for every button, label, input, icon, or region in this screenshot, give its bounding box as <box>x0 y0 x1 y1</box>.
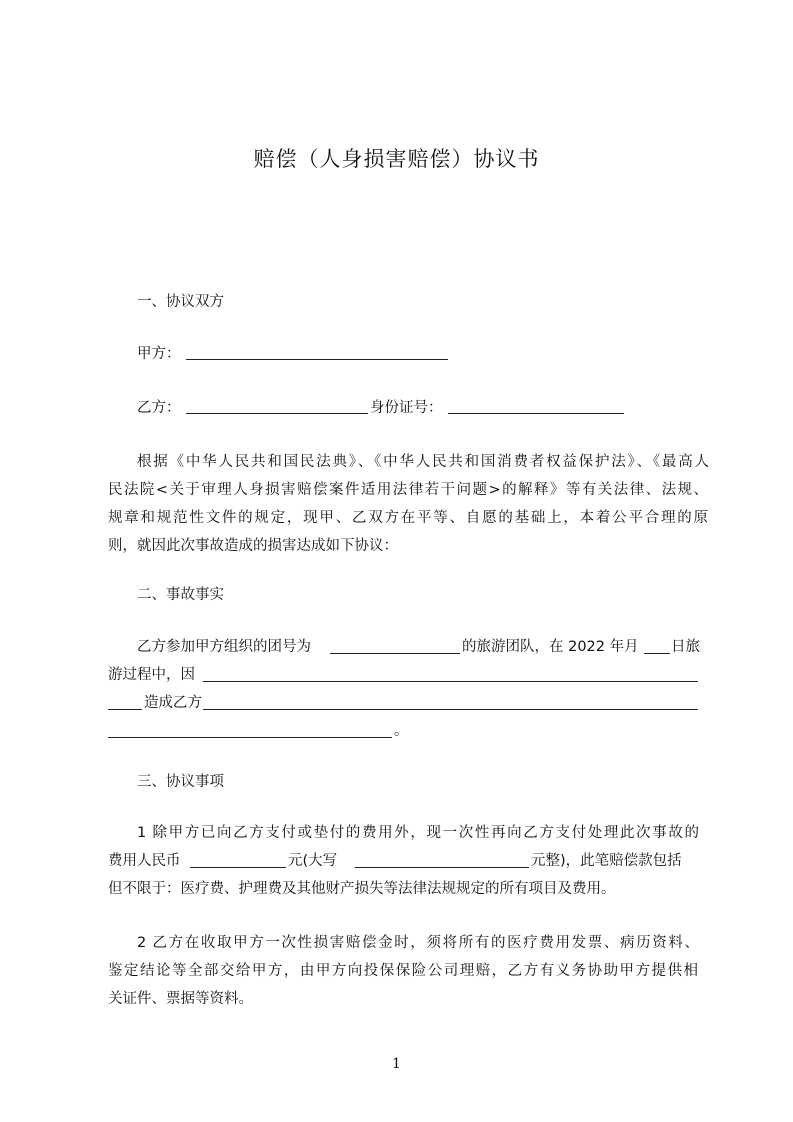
party-b-blank[interactable] <box>186 413 368 414</box>
facts-text-2: 的旅游团队，在 2022 年月 <box>462 639 639 655</box>
item1-line-2c: 元整)，此笔赔偿款包括 <box>531 853 682 869</box>
facts-text-4: 游过程中，因 <box>108 667 195 683</box>
section-heading-terms: 三、协议事项 <box>137 774 224 790</box>
cause-blank-2[interactable] <box>108 709 142 710</box>
party-a-blank[interactable] <box>186 359 448 360</box>
day-blank[interactable] <box>644 653 670 654</box>
page-number: 1 <box>392 1056 401 1072</box>
facts-text-5: 造成乙方 <box>144 695 202 711</box>
id-number-label: 身份证号： <box>370 400 443 416</box>
item2-line-2: 鉴定结论等全部交给甲方，由甲方向投保保险公司理赔，乙方有义务协助甲方提供相 <box>108 963 698 979</box>
cause-blank-1[interactable] <box>203 681 698 682</box>
intro-line-1: 根据《中华人民共和国民法典》、《中华人民共和国消费者权益保护法》、《最高人 <box>137 454 709 470</box>
item1-line-2a: 费用人民币 <box>108 853 181 869</box>
section-heading-parties: 一、协议双方 <box>137 294 224 310</box>
intro-line-2: 民法院<关于审理人身损害赔偿案件适用法律若干问题>的解释》等有关法律、法规、 <box>108 482 708 498</box>
result-blank-1[interactable] <box>203 709 698 710</box>
amount-in-words-blank[interactable] <box>355 867 529 868</box>
tour-group-number-blank[interactable] <box>330 653 460 654</box>
item2-line-3: 关证件、票据等资料。 <box>108 991 253 1007</box>
facts-text-1: 乙方参加甲方组织的团号为 <box>137 639 311 655</box>
intro-line-3: 规章和规范性文件的规定，现甲、乙双方在平等、自愿的基础上，本着公平合理的原 <box>108 510 708 526</box>
item2-line-1: 2 乙方在收取甲方一次性损害赔偿金时，须将所有的医疗费用发票、病历资料、 <box>137 935 699 951</box>
id-number-blank[interactable] <box>448 413 624 414</box>
party-a-label: 甲方： <box>137 346 181 362</box>
section-heading-facts: 二、事故事实 <box>137 587 224 603</box>
item1-line-3: 但不限于：医疗费、护理费及其他财产损失等法律法规规定的所有项目及费用。 <box>108 881 616 897</box>
facts-text-3: 日旅 <box>671 639 700 655</box>
amount-blank[interactable] <box>190 867 286 868</box>
item1-line-2b: 元(大写 <box>288 853 338 869</box>
document-title: 赔偿（人身损害赔偿）协议书 <box>253 147 540 171</box>
facts-end-mark: 。 <box>394 723 409 739</box>
intro-line-4: 则，就因此次事故造成的损害达成如下协议： <box>108 538 398 554</box>
item1-line-1: 1 除甲方已向乙方支付或垫付的费用外，现一次性再向乙方支付处理此次事故的 <box>137 825 699 841</box>
result-blank-2[interactable] <box>108 737 392 738</box>
party-b-label: 乙方： <box>137 400 181 416</box>
